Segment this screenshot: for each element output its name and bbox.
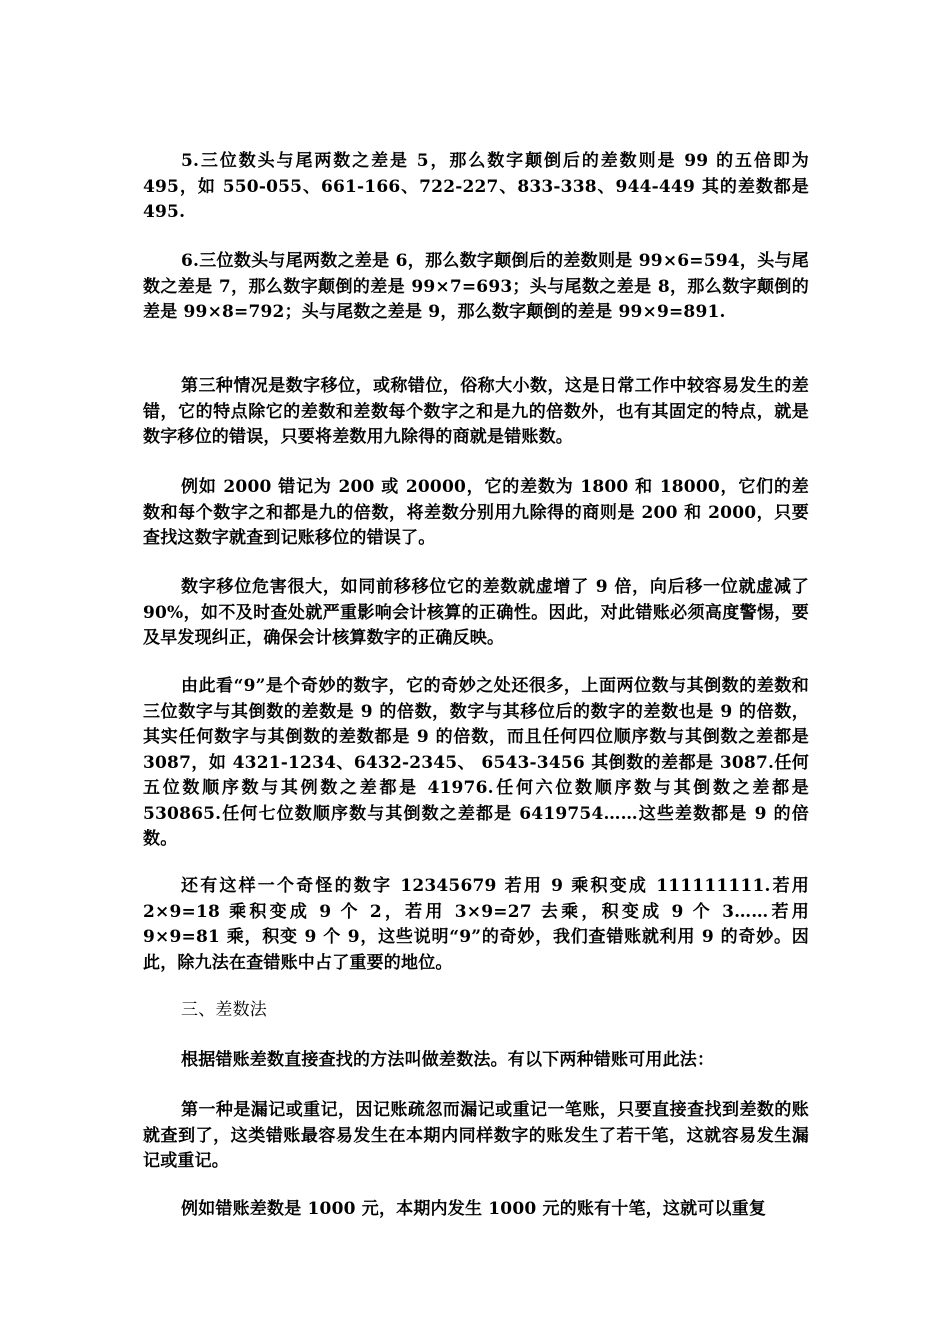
section-heading-difference-method: 三、差数法 [181,1000,267,1020]
paragraph-shift-harm: 数字移位危害很大，如同前移移位它的差数就虚增了 9 倍，向后移一位就虚减了 90%，如不及时查处就严重影响会计核算的正确性。因此，对此错账必须高度警惕，要及早发现纠正，确保会计核算数字的正确反映。 [143,577,809,648]
paragraph-difference-five: 5.三位数头与尾两数之差是 5，那么数字颠倒后的差数则是 99 的五倍即为 495，如 550-055、661-166、722-227、833-338、944-449 其的差数都是 495. [143,151,809,222]
paragraph-nine-magic: 由此看“9”是个奇妙的数字，它的奇妙之处还很多，上面两位数与其倒数的差数和三位数字与其倒数的差数是 9 的倍数，数字与其移位后的数字的差数也是 9 的倍数，其实任何数字与其倒数的差数都是 9 的倍数，而且任何四位顺序数与其倒数之差都是 3087，如 4321-1234、6432-2345、 6543-3456 其倒数的差都是 3087.任何五位数顺序数与其例数之差都是 41976.任何六位数顺序数与其倒数之差都是 530865.任何七位数顺序数与其倒数之差都是 6419754……这些差数都是 9 的倍数。 [143,676,809,849]
paragraph-example-2000: 例如 2000 错记为 200 或 20000，它的差数为 1800 和 18000，它们的差数和每个数字之和都是九的倍数，将差数分别用九除得的商则是 200 和 2000，只要查找这数字就查到记账移位的错误了。 [143,477,809,548]
paragraph-difference-six: 6.三位数头与尾两数之差是 6，那么数字颠倒后的差数则是 99×6=594，头与尾数之差是 7，那么数字颠倒的差是 99×7=693；头与尾数之差是 8，那么数字颠倒的差是 99×8=792；头与尾数之差是 9，那么数字颠倒的差是 99×9=891. [143,251,809,322]
paragraph-digit-shift: 第三种情况是数字移位，或称错位，俗称大小数，这是日常工作中较容易发生的差错，它的特点除它的差数和差数每个数字之和是九的倍数外，也有其固定的特点，就是数字移位的错误，只要将差数用九除得的商就是错账数。 [143,376,809,447]
paragraph-difference-method-intro: 根据错账差数直接查找的方法叫做差数法。有以下两种错账可用此法： [181,1050,715,1070]
paragraph-example-1000: 例如错账差数是 1000 元，本期内发生 1000 元的账有十笔，这就可以重复 [181,1199,767,1219]
paragraph-omission-duplicate: 第一种是漏记或重记，因记账疏忽而漏记或重记一笔账，只要直接查找到差数的账就查到了，这类错账最容易发生在本期内同样数字的账发生了若干笔，这就容易发生漏记或重记。 [143,1100,809,1171]
paragraph-12345679: 还有这样一个奇怪的数字 12345679 若用 9 乘积变成 111111111.若用 2×9=18 乘积变成 9 个 2，若用 3×9=27 去乘，积变成 9 个 3……若用 9×9=81 乘，积变 9 个 9，这些说明“9”的奇妙，我们查错账就利用 9 的奇妙。因此，除九法在查错账中占了重要的地位。 [143,876,809,973]
